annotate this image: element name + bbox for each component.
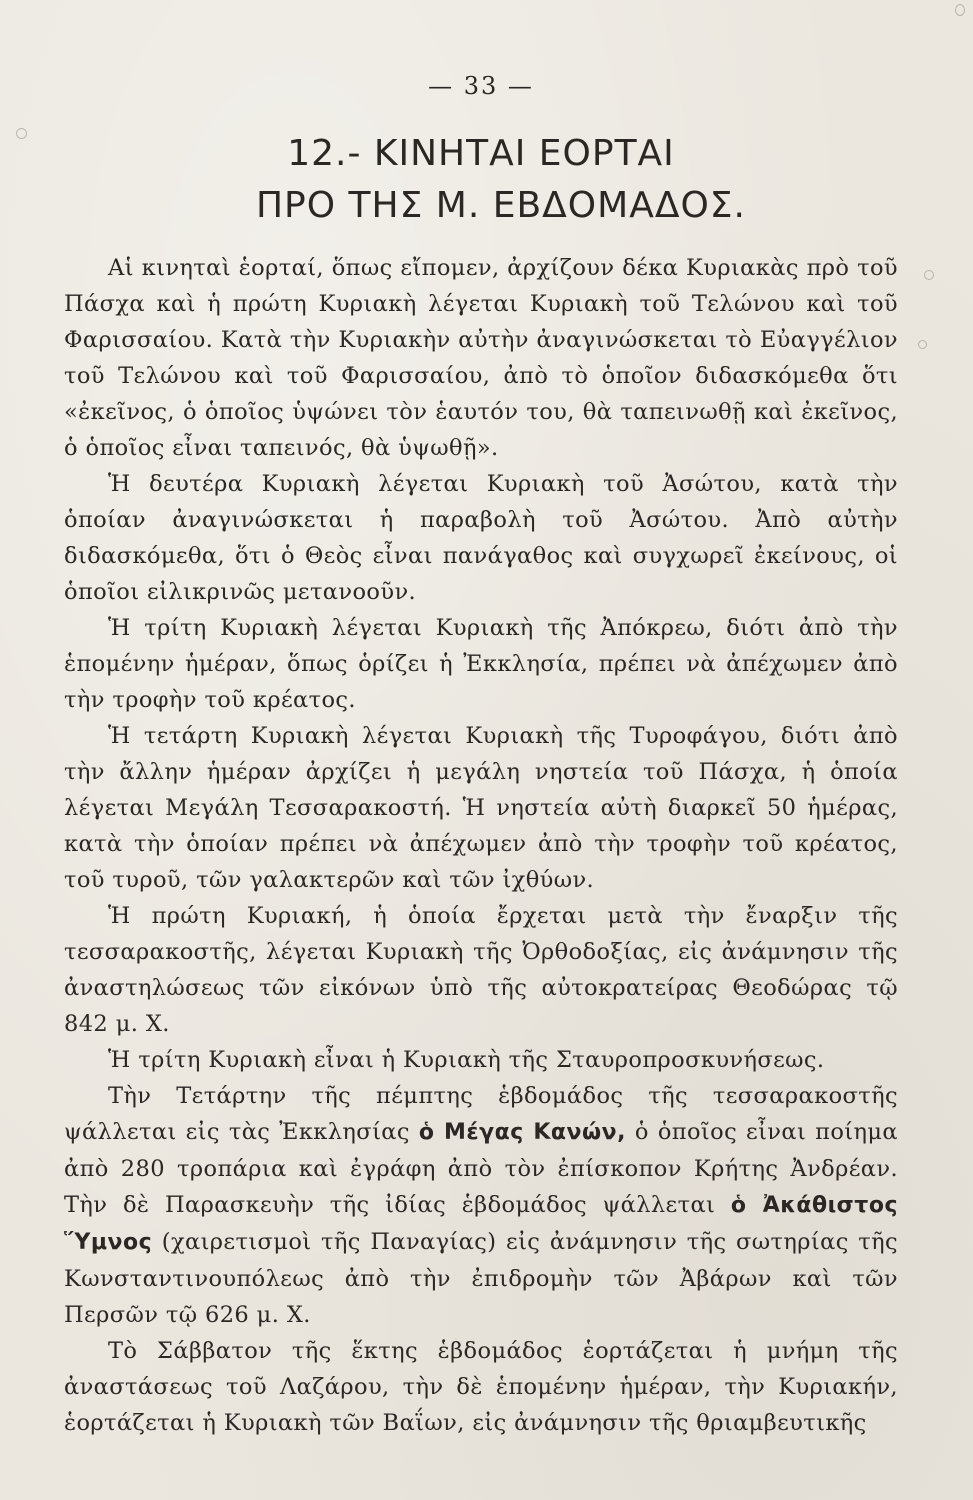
page-number: — 33 — <box>428 72 534 100</box>
paper-speck <box>955 4 965 16</box>
paragraph-orthodoxy: Ἡ πρώτη Κυριακή, ἡ ὁποία ἔρχεται μετὰ τὴν ἔναρξιν τῆς τεσσαρακοστῆς, λέγεται Κυριακὴ τῆς Ὀρθοδοξίας, εἰς ἀνάμνησιν τῆς ἀναστηλώσεως τῶν εἰκόνων ὑπὸ τῆς αὐτοκρατείρας Θεοδώρας τῷ 842 μ. Χ. <box>64 903 898 1037</box>
paper-speck <box>918 340 927 349</box>
text-fragment: (χαιρετισμοὶ τῆς Παναγίας) εἰς ἀνάμνησιν τῆς σωτηρίας τῆς Κωνσταντινουπόλεως ἀπὸ τὴν ἐπιδρομὴν τῶν Ἀβάρων καὶ τῶν Περσῶν τῷ 626 μ. Χ. <box>64 1229 898 1328</box>
section-title <box>64 128 898 232</box>
section-title-line-1: 12.- ΚΙΝΗΤΑΙ ΕΟΡΤΑΙ <box>287 133 675 174</box>
paragraph-tyrofagou: Ἡ τετάρτη Κυριακὴ λέγεται Κυριακὴ τῆς Τυροφάγου, διότι ἀπὸ τὴν ἄλλην ἡμέραν ἀρχίζει ἡ μεγάλη νηστεία τοῦ Πάσχα, ἡ ὁποία λέγεται Μεγάλη Τεσσαρακοστή. Ἡ νηστεία αὐτὴ διαρκεῖ 50 ἡμέρας, κατὰ τὴν ὁποίαν πρέπει νὰ ἀπέχωμεν ἀπὸ τὴν τροφὴν τοῦ κρέατος, τοῦ τυροῦ, τῶν γαλακτερῶν καὶ τῶν ἰχθύων. <box>64 723 898 893</box>
text-fragment: Τὴν Τετάρτην τῆς πέμπτης ἑβδομάδος τῆς τεσσαρακοστῆς ψάλλεται εἰς τὰς Ἐκκλησίας <box>64 1083 898 1145</box>
paragraph-lazarus-palm-sunday: Τὸ Σάββατον τῆς ἕκτης ἑβδομάδος ἑορτάζεται ἡ μνήμη τῆς ἀναστάσεως τοῦ Λαζάρου, τὴν δὲ ἑπομένην ἡμέραν, τὴν Κυριακήν, ἑορτάζεται ἡ Κυριακὴ τῶν Βαΐων, εἰς ἀνάμνησιν τῆς θριαμβευτικῆς <box>64 1338 898 1436</box>
paragraph-publican-pharisee: Αἱ κινηταὶ ἑορταί, ὅπως εἴπομεν, ἀρχίζουν δέκα Κυριακὰς πρὸ τοῦ Πάσχα καὶ ἡ πρώτη Κυριακὴ λέγεται Κυριακὴ τοῦ Τελώνου καὶ τοῦ Φαρισσαίου. Κατὰ τὴν Κυριακὴν αὐτὴν ἀναγινώσκεται τὸ Εὐαγγέλιον τοῦ Τελώνου καὶ τοῦ Φαρισσαίου, ἀπὸ τὸ ὁποῖον διδασκόμεθα ὅτι «ἐκεῖνος, ὁ ὁποῖος ὑψώνει τὸν ἑαυτόν του, θὰ ταπεινωθῇ καὶ ἐκεῖνος, ὁ ὁποῖος εἶναι ταπεινός, θὰ ὑψωθῇ». <box>64 255 898 461</box>
paper-speck <box>924 270 934 280</box>
body-text <box>64 250 898 1441</box>
paragraph-prodigal-son: Ἡ δευτέρα Κυριακὴ λέγεται Κυριακὴ τοῦ Ἀσώτου, κατὰ τὴν ὁποίαν ἀναγινώσκεται ἡ παραβολὴ τοῦ Ἀσώτου. Ἀπὸ αὐτὴν διδασκόμεθα, ὅτι ὁ Θεὸς εἶναι πανάγαθος καὶ συγχωρεῖ ἐκείνους, οἱ ὁποῖοι εἰλικρινῶς μετανοοῦν. <box>64 471 898 605</box>
paragraph-great-canon <box>64 1078 898 1333</box>
akathist-hymn-emphasis: ὁ Ἀκάθιστος Ὕμνος <box>64 1193 899 1255</box>
section-title-line-2: ΠΡΟ ΤΗΣ Μ. ΕΒΔΟΜΑΔΟΣ. <box>255 185 746 226</box>
great-canon-emphasis: ὁ Μέγας Κανών, <box>418 1120 626 1145</box>
paragraph-apokreo: Ἡ τρίτη Κυριακὴ λέγεται Κυριακὴ τῆς Ἀπόκρεω, διότι ἀπὸ τὴν ἑπομένην ἡμέραν, ὅπως ὁρίζει ἡ Ἐκκλησία, πρέπει νὰ ἀπέχωμεν ἀπὸ τὴν τροφὴν τοῦ κρέατος. <box>64 615 898 713</box>
paper-speck <box>16 128 27 139</box>
paragraph-cross-veneration: Ἡ τρίτη Κυριακὴ εἶναι ἡ Κυριακὴ τῆς Σταυροπροσκυνήσεως. <box>108 1047 825 1073</box>
text-fragment: ὁ ὁποῖος εἶναι ποίημα ἀπὸ 280 τροπάρια καὶ ἐγράφη ἀπὸ τὸν ἐπίσκοπον Κρήτης Ἀνδρέαν. Τὴν δὲ Παρασκευὴν τῆς ἰδίας ἑβδομάδος ψάλλεται <box>64 1119 898 1218</box>
